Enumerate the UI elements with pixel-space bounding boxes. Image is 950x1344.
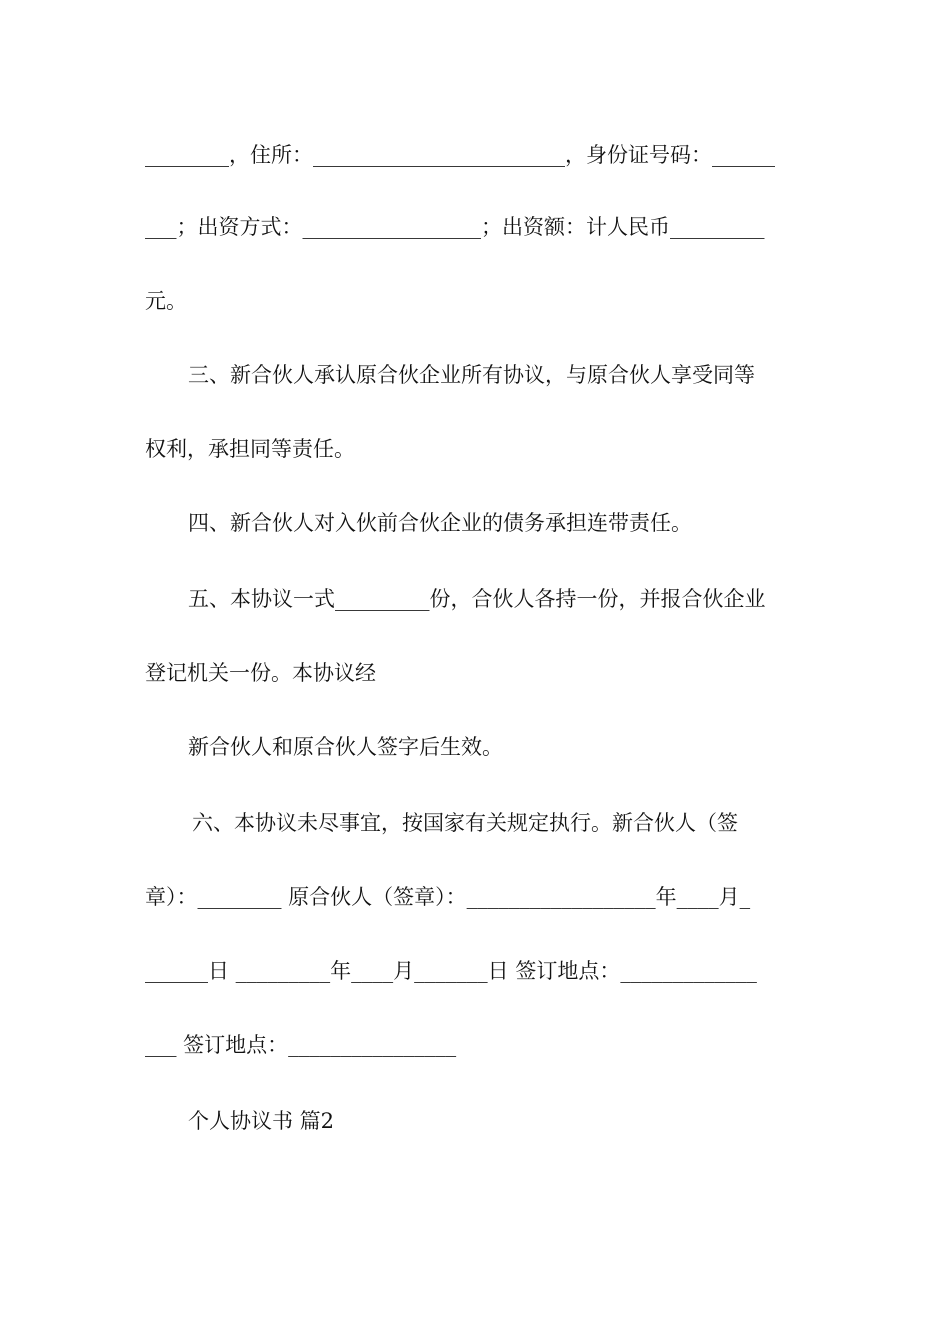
- contribution-unit-line: 元。: [145, 289, 187, 313]
- clause-five-effective: 新合伙人和原合伙人签字后生效。: [188, 735, 503, 759]
- clause-five: 五、本协议一式_________份，合伙人各持一份，并报合伙企业: [188, 587, 766, 611]
- section-heading: 个人协议书 篇2: [188, 1109, 335, 1133]
- party-address-id-line: ________，住所：________________________，身份证号码：______: [145, 143, 775, 167]
- signing-place-line: ___ 签订地点：________________: [145, 1033, 457, 1057]
- clause-three-continued: 权利，承担同等责任。: [145, 437, 355, 461]
- contribution-line: ___；出资方式：_________________；出资额：计人民币_________: [145, 215, 765, 239]
- date-place-line: ______日 _________年____月_______日 签订地点：_____________: [145, 959, 757, 983]
- clause-six: 六、本协议未尽事宜，按国家有关规定执行。新合伙人（签: [192, 811, 738, 835]
- clause-three: 三、新合伙人承认原合伙企业所有协议，与原合伙人享受同等: [188, 363, 755, 387]
- signature-line: 章）：________ 原合伙人（签章）：__________________年____月_: [145, 885, 751, 909]
- clause-five-continued: 登记机关一份。本协议经: [145, 661, 376, 685]
- clause-four: 四、新合伙人对入伙前合伙企业的债务承担连带责任。: [188, 511, 692, 535]
